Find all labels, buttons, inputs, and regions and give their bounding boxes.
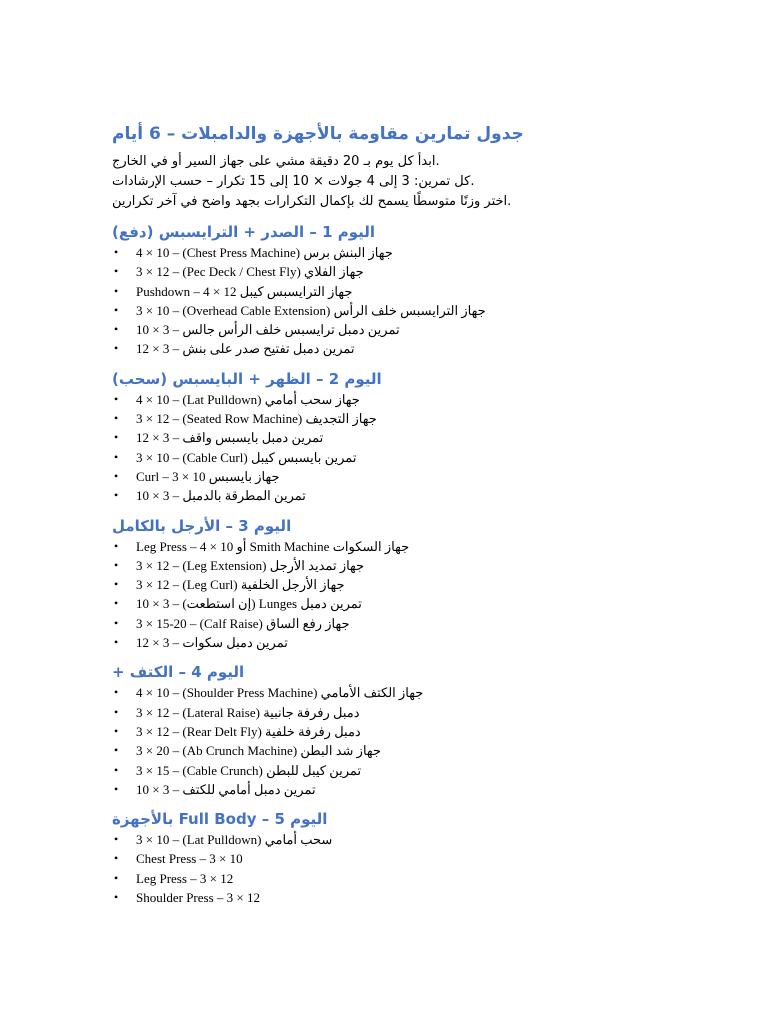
bullet-icon: • [114, 488, 119, 503]
bullet-icon: • [114, 704, 119, 719]
exercise-text: جهاز الكتف الأمامي (Shoulder Press Machine) – 4 × 10 [136, 685, 424, 701]
exercise-text: تمرين دمبل تفتيح صدر على بنش – 3 × 12 [136, 341, 355, 357]
exercise-text: تمرين دمبل ترايسبس خلف الرأس جالس – 3 × 10 [136, 322, 400, 338]
list-item [112, 614, 552, 633]
intro-paragraphs [112, 152, 552, 212]
exercise-text: تمرين دمبل سكوات – 3 × 12 [136, 635, 288, 651]
exercise-list [112, 830, 552, 907]
list-item [112, 243, 552, 262]
intro-line: .ابدأ كل يوم بـ 20 دقيقة مشي على جهاز السير أو في الخارج [112, 154, 440, 169]
bullet-icon: • [114, 449, 119, 464]
day-section-2 [112, 368, 552, 506]
bullet-icon: • [114, 762, 119, 777]
list-item [112, 262, 552, 281]
exercise-text: Chest Press – 3 × 10 [136, 851, 243, 867]
day-heading: اليوم 4 – الكتف + [112, 663, 245, 682]
exercise-text: جهاز الترايسبس كيبل Pushdown – 4 × 12 [136, 283, 353, 299]
bullet-icon: • [114, 577, 119, 592]
bullet-icon: • [114, 723, 119, 738]
bullet-icon: • [114, 781, 119, 796]
list-item [112, 575, 552, 594]
exercise-text: تمرين دمبل أمامي للكتف – 3 × 10 [136, 781, 316, 797]
list-item [112, 888, 552, 907]
day-section-4 [112, 661, 552, 799]
exercise-text: جهاز رفع الساق (Calf Raise) – 3 × 15-20 [136, 615, 350, 631]
list-item [112, 537, 552, 556]
exercise-text: سحب أمامي (Lat Pulldown) – 3 × 10 [136, 832, 333, 848]
list-item [112, 390, 552, 409]
list-item [112, 282, 552, 301]
day-section-3 [112, 515, 552, 653]
bullet-icon: • [114, 635, 119, 650]
list-item [112, 320, 552, 339]
exercise-text: جهاز شد البطن (Ab Crunch Machine) – 3 × 20 [136, 743, 381, 759]
bullet-icon: • [114, 870, 119, 885]
list-item [112, 869, 552, 888]
exercise-text: جهاز بايسبس Curl – 3 × 10 [136, 468, 280, 484]
bullet-icon: • [114, 283, 119, 298]
bullet-icon: • [114, 832, 119, 847]
exercise-text: جهاز تمديد الأرجل (Leg Extension) – 3 × 12 [136, 557, 365, 573]
exercise-text: جهاز سحب أمامي (Lat Pulldown) – 4 × 10 [136, 391, 360, 407]
day-heading: اليوم 3 – الأرجل بالكامل [112, 516, 292, 535]
list-item [112, 409, 552, 428]
exercise-text: تمرين كيبل للبطن (Cable Crunch) – 3 × 15 [136, 762, 362, 778]
bullet-icon: • [114, 851, 119, 866]
exercise-text: دمبل رفرفة خلفية (Rear Delt Fly) – 3 × 12 [136, 723, 361, 739]
bullet-icon: • [114, 615, 119, 630]
list-item [112, 633, 552, 652]
intro-line: .اختر وزنًا متوسطًا يسمح لك بإكمال التكرارات بجهد واضح في آخر تكرارين [112, 194, 512, 209]
exercise-text: تمرين المطرقة بالدمبل – 3 × 10 [136, 488, 306, 504]
list-item [112, 486, 552, 505]
exercise-text: تمرين بايسبس كيبل (Cable Curl) – 3 × 10 [136, 449, 357, 465]
bullet-icon: • [114, 890, 119, 905]
list-item [112, 722, 552, 741]
bullet-icon: • [114, 391, 119, 406]
day-section-1 [112, 221, 552, 359]
list-item [112, 761, 552, 780]
exercise-list [112, 537, 552, 653]
bullet-icon: • [114, 322, 119, 337]
bullet-icon: • [114, 557, 119, 572]
exercise-text: دمبل رفرفة جانبية (Lateral Raise) – 3 × 12 [136, 704, 360, 720]
exercise-text: جهاز الفلاي (Pec Deck / Chest Fly) – 3 × 12 [136, 264, 364, 280]
bullet-icon: • [114, 430, 119, 445]
exercise-list [112, 683, 552, 799]
list-item [112, 830, 552, 849]
list-item [112, 594, 552, 613]
bullet-icon: • [114, 685, 119, 700]
exercise-text: Shoulder Press – 3 × 12 [136, 890, 260, 906]
day-heading: اليوم 2 – الظهر + البايسبس (سحب) [112, 369, 382, 388]
exercise-text: جهاز الأرجل الخلفية (Leg Curl) – 3 × 12 [136, 577, 345, 593]
list-item [112, 448, 552, 467]
exercise-text: Leg Press – 3 × 12 [136, 870, 234, 886]
bullet-icon: • [114, 411, 119, 426]
exercise-text: جهاز السكوات Smith Machine أو Leg Press – 4 × 10 [136, 538, 410, 554]
bullet-icon: • [114, 596, 119, 611]
day-heading: اليوم 1 – الصدر + الترايسبس (دفع) [112, 223, 376, 241]
exercise-text: تمرين دمبل Lunges (إن استطعت) – 3 × 10 [136, 596, 362, 612]
exercise-list [112, 390, 552, 506]
list-item [112, 780, 552, 799]
list-item [112, 556, 552, 575]
bullet-icon: • [114, 264, 119, 279]
list-item [112, 703, 552, 722]
bullet-icon: • [114, 743, 119, 758]
bullet-icon: • [114, 468, 119, 483]
day-section-5 [112, 808, 552, 907]
exercise-text: جهاز الترايسبس خلف الرأس (Overhead Cable Extension) – 3 × 10 [136, 302, 486, 318]
list-item [112, 467, 552, 486]
day-heading: اليوم 5 – Full Body بالأجهزة [112, 810, 328, 829]
bullet-icon: • [114, 302, 119, 317]
list-item [112, 849, 552, 868]
list-item [112, 741, 552, 760]
intro-line: .كل تمرين: 3 إلى 4 جولات × 10 إلى 15 تكرار – حسب الإرشادات [112, 174, 475, 189]
bullet-icon: • [114, 245, 119, 259]
bullet-icon: • [114, 538, 119, 553]
list-item [112, 428, 552, 447]
document-title: جدول تمارين مقاومة بالأجهزة والدامبلات – 6 أيام [112, 124, 524, 144]
document-content [112, 122, 552, 907]
exercise-text: تمرين دمبل بايسبس واقف – 3 × 12 [136, 430, 324, 446]
exercise-text: جهاز البنش برس (Chest Press Machine) – 4 × 10 [136, 245, 393, 260]
list-item [112, 683, 552, 702]
bullet-icon: • [114, 341, 119, 356]
list-item [112, 301, 552, 320]
exercise-text: جهاز التجديف (Seated Row Machine) – 3 × 12 [136, 411, 377, 427]
list-item [112, 339, 552, 358]
exercise-list [112, 243, 552, 359]
